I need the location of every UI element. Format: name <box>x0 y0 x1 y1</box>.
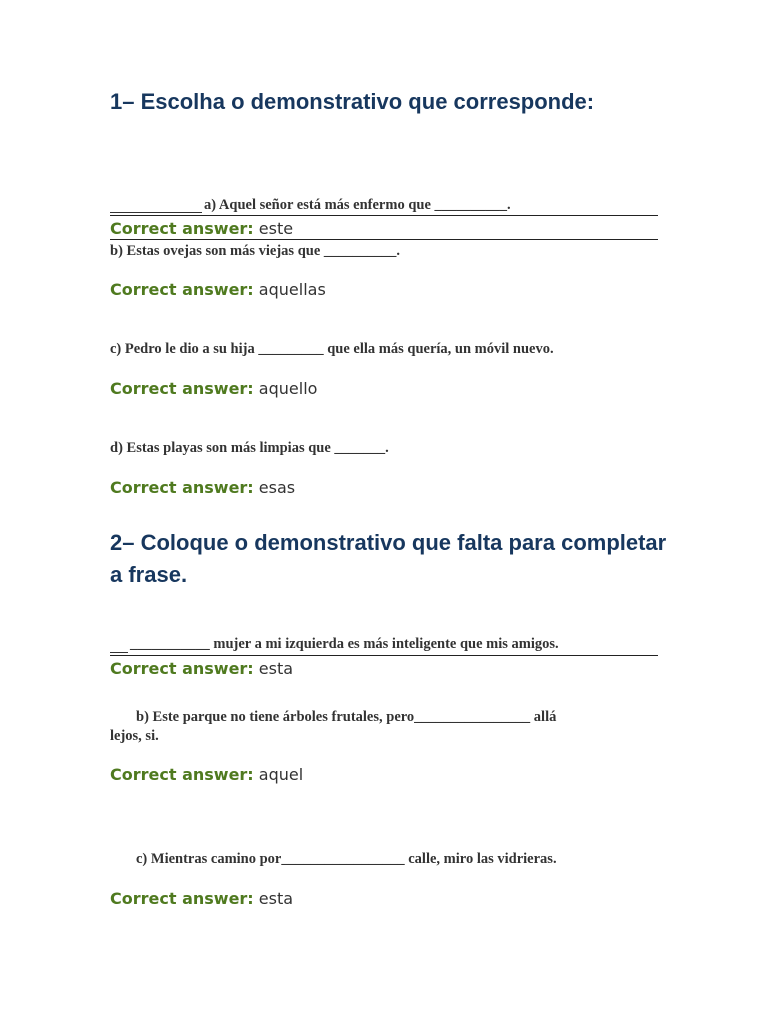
blank-line <box>110 652 128 653</box>
answer-label: Correct answer: <box>110 889 254 908</box>
answer-1d <box>110 478 295 497</box>
section-1-heading: 1– Escolha o demonstrativo que corresponde: <box>110 89 595 114</box>
answer-2c <box>110 889 293 908</box>
question-1d: d) Estas playas son más limpias que _______. <box>110 440 389 456</box>
answer-label: Correct answer: <box>110 219 254 238</box>
divider-line <box>110 215 658 216</box>
answer-label: Correct answer: <box>110 478 254 497</box>
question-1a: a) Aquel señor está más enfermo que __________. <box>204 197 511 213</box>
question-2b-line-2: lejos, si. <box>110 728 159 744</box>
question-2c: c) Mientras camino por_________________ calle, miro las vidrieras. <box>136 851 557 867</box>
answer-1b <box>110 280 326 299</box>
answer-value: aquello <box>258 379 318 398</box>
divider-line <box>110 655 658 656</box>
answer-2b <box>110 765 303 784</box>
answer-label: Correct answer: <box>110 379 254 398</box>
answer-value: este <box>258 219 294 238</box>
answer-1a <box>110 219 293 238</box>
question-2b-line-1: b) Este parque no tiene árboles frutales, pero________________ allá <box>136 709 557 725</box>
question-1b: b) Estas ovejas son más viejas que __________. <box>110 243 401 259</box>
answer-value: aquel <box>258 765 304 784</box>
question-2a: ___________ mujer a mi izquierda es más inteligente que mis amigos. <box>130 636 559 652</box>
answer-label: Correct answer: <box>110 659 254 678</box>
divider-line <box>110 239 658 240</box>
answer-label: Correct answer: <box>110 280 254 299</box>
answer-value: esta <box>258 889 294 908</box>
answer-label: Correct answer: <box>110 765 254 784</box>
section-2-heading: 2– Coloque o demonstrativo que falta para completar a frase. <box>110 530 667 587</box>
answer-1c <box>110 379 317 398</box>
answer-value: aquellas <box>258 280 326 299</box>
question-1c: c) Pedro le dio a su hija _________ que ella más quería, un móvil nuevo. <box>110 341 554 357</box>
answer-2a <box>110 659 293 678</box>
answer-value: esas <box>258 478 296 497</box>
answer-value: esta <box>258 659 294 678</box>
blank-line <box>110 212 202 213</box>
